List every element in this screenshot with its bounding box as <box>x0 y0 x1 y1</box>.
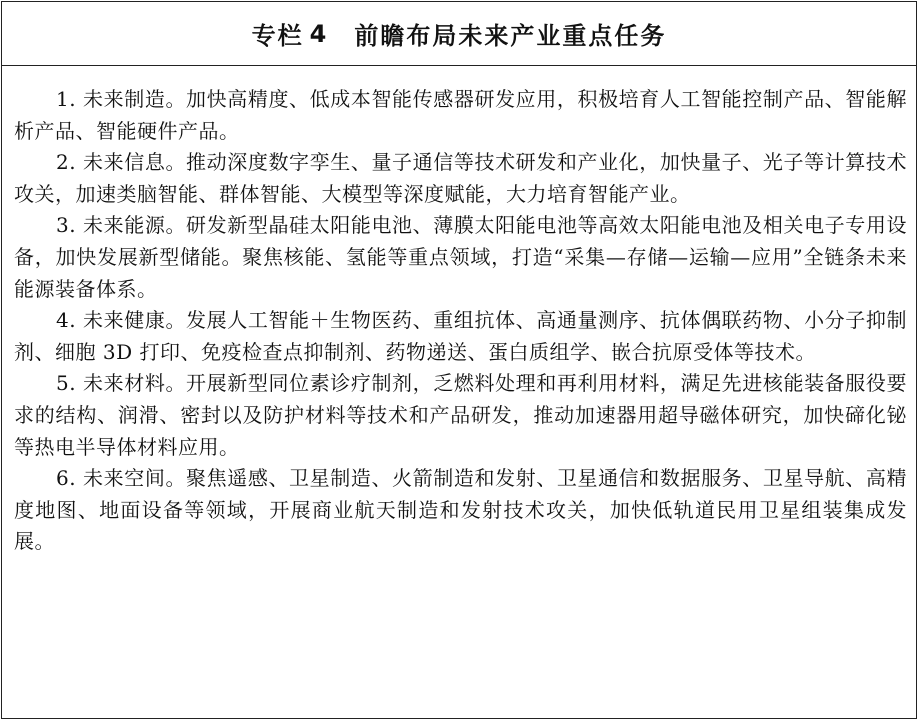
column-content <box>14 84 907 558</box>
column-number: 4 <box>309 19 329 48</box>
item-future-manufacturing: 1. 未来制造。加快高精度、低成本智能传感器研发应用，积极培育人工智能控制产品、智能解析产品、智能硬件产品。 <box>14 87 907 143</box>
item-future-energy: 3. 未来能源。研发新型晶硅太阳能电池、薄膜太阳能电池等高效太阳能电池及相关电子专用设备，加快发展新型储能。聚焦核能、氢能等重点领域，打造“采集—存储—运输—应用”全链条未来能源装备体系。 <box>14 213 907 301</box>
item-future-information: 2. 未来信息。推动深度数字孪生、量子通信等技术研发和产业化，加快量子、光子等计算技术攻关，加速类脑智能、群体智能、大模型等深度赋能，大力培育智能产业。 <box>14 150 907 206</box>
item-future-health: 4. 未来健康。发展人工智能＋生物医药、重组抗体、高通量测序、抗体偶联药物、小分子抑制剂、细胞 3D 打印、免疫检查点抑制剂、药物递送、蛋白质组学、嵌合抗原受体等技术。 <box>14 308 907 364</box>
column-label: 专栏 <box>251 22 304 50</box>
column-box <box>1 1 917 719</box>
item-future-materials: 5. 未来材料。开展新型同位素诊疗制剂，乏燃料处理和再利用材料，满足先进核能装备服役要求的结构、润滑、密封以及防护材料等技术和产品研发，推动加速器用超导磁体研究，加快碲化铋等热电半导体材料应用。 <box>14 371 907 459</box>
column-title-bar <box>2 2 916 66</box>
column-heading: 前瞻布局未来产业重点任务 <box>354 22 667 50</box>
item-future-space: 6. 未来空间。聚焦遥感、卫星制造、火箭制造和发射、卫星通信和数据服务、卫星导航、高精度地图、地面设备等领域，开展商业航天制造和发射技术攻关，加快低轨道民用卫星组装集成发展。 <box>14 466 907 554</box>
column-title <box>252 16 667 51</box>
